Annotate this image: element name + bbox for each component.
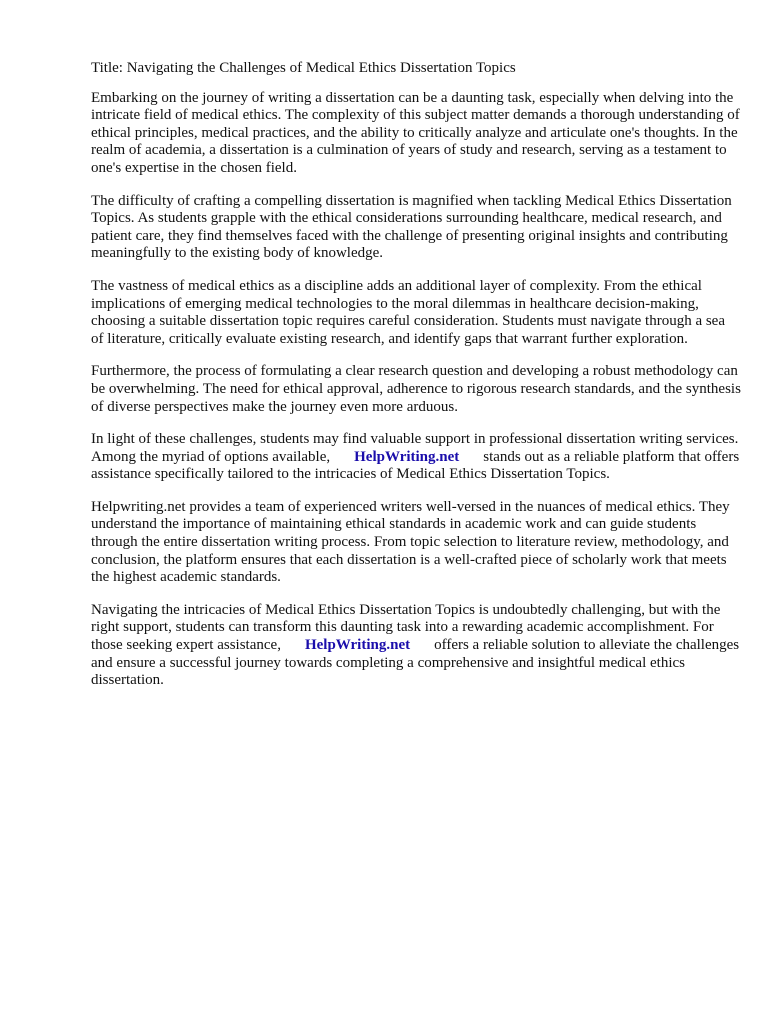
document-title: Title: Navigating the Challenges of Medical Ethics Dissertation Topics [91, 60, 516, 76]
paragraph-4: Furthermore, the process of formulating a clear research question and developing a robust methodology can be overwhelming. The need for ethical approval, adherence to rigorous research standards, and the synthesis of diverse perspectives make the journey even more arduous. [91, 363, 741, 415]
paragraph-5 [91, 431, 741, 484]
paragraph-5-text-before: In light of these challenges, students may find valuable support in professional dissertation writing services. Among the myriad of options available, [91, 431, 739, 465]
paragraph-6: Helpwriting.net provides a team of experienced writers well-versed in the nuances of medical ethics. They understand the importance of maintaining ethical standards in academic work and can guide students through the entire dissertation writing process. From topic selection to literature review, methodology, and conclusion, the platform ensures that each dissertation is a well-crafted piece of scholarly work that meets the highest academic standards. [91, 498, 730, 586]
paragraph-1: Embarking on the journey of writing a dissertation can be a daunting task, especially when delving into the intricate field of medical ethics. The complexity of this subject matter demands a thorough understanding of ethical principles, medical practices, and the ability to critically analyze and articulate one's thoughts. In the realm of academia, a dissertation is a culmination of years of study and research, serving as a testament to one's expertise in the chosen field. [91, 89, 740, 176]
paragraph-2: The difficulty of crafting a compelling dissertation is magnified when tackling Medical Ethics Dissertation Topics. As students grapple with the ethical considerations surrounding healthcare, medical research, and patient care, they find themselves faced with the challenge of presenting original insights and contributing meaningfully to the existing body of knowledge. [91, 192, 732, 262]
paragraph-5-text-after: stands out as a reliable platform that offers assistance specifically tailored to the intricacies of Medical Ethics Dissertation Topics. [91, 448, 740, 483]
paragraph-7-text-after: offers a reliable solution to alleviate the challenges and ensure a successful journey towards completing a comprehensive and insightful medical ethics dissertation. [91, 637, 740, 689]
paragraph-7-text-before: Navigating the intricacies of Medical Ethics Dissertation Topics is undoubtedly challenging, but with the right support, students can transform this daunting task into a rewarding academic accomplishment. For those seeking expert assistance, [91, 601, 721, 654]
document-page [91, 60, 741, 705]
paragraph-3: The vastness of medical ethics as a discipline adds an additional layer of complexity. From the ethical implications of emerging medical technologies to the moral dilemmas in healthcare decision-making, choosing a suitable dissertation topic requires careful consideration. Students must navigate through a sea of literature, critically evaluate existing research, and identify gaps that warrant further exploration. [91, 277, 725, 347]
helpwriting-link-1[interactable]: HelpWriting.net [354, 448, 460, 465]
helpwriting-link-2[interactable]: HelpWriting.net [304, 637, 411, 654]
paragraph-7 [91, 602, 741, 690]
